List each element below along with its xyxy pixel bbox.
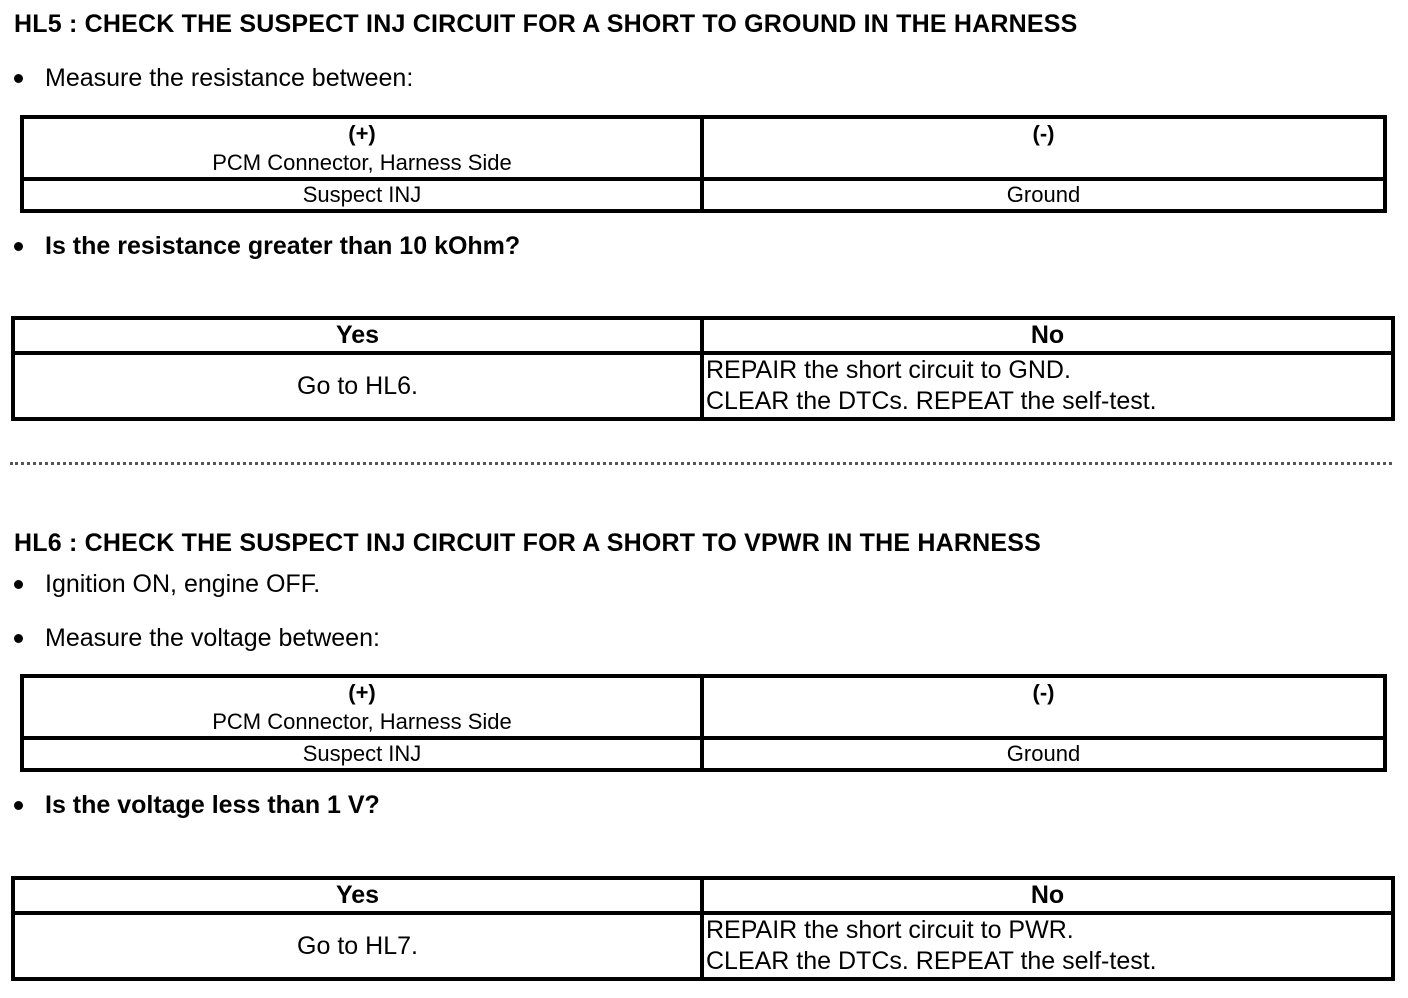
hl5-question [14,232,520,261]
hl6-bullet-ignition-text: Ignition ON, engine OFF. [45,570,321,598]
hl6-no-header: No [702,878,1393,913]
hl5-no-header: No [702,318,1393,353]
hl6-plus-symbol: (+) [348,680,376,705]
hl5-bullet-measure-text: Measure the resistance between: [45,64,414,92]
bullet-dot-icon [14,242,23,251]
hl6-bullet-ignition [14,570,320,599]
hl5-yes-action: Go to HL6. [13,353,702,419]
bullet-dot-icon [14,580,23,589]
hl5-heading: HL5 : CHECK THE SUSPECT INJ CIRCUIT FOR A SHORT TO GROUND IN THE HARNESS [14,10,1078,38]
hl6-minus-header-cell [702,676,1385,738]
hl6-result-table [11,876,1395,981]
hl6-yes-header: Yes [13,878,702,913]
hl5-result-table [11,316,1395,421]
hl6-no-action-line2: CLEAR the DTCs. REPEAT the self-test. [706,947,1157,975]
hl5-minus-symbol: (-) [1032,121,1055,146]
hl6-heading: HL6 : CHECK THE SUSPECT INJ CIRCUIT FOR A SHORT TO VPWR IN THE HARNESS [14,529,1042,557]
hl5-no-action [702,353,1393,419]
hl6-question-text: Is the voltage less than 1 V? [45,791,380,819]
hl5-no-action-line1: REPAIR the short circuit to GND. [706,356,1071,384]
hl6-no-action [702,913,1393,979]
hl5-minus-value: Ground [702,179,1385,211]
hl5-plus-header-cell [22,117,702,179]
section-divider [10,462,1392,465]
hl6-minus-value: Ground [702,738,1385,770]
hl5-minus-header-cell [702,117,1385,179]
hl6-plus-value: Suspect INJ [22,738,702,770]
hl6-yes-action: Go to HL7. [13,913,702,979]
hl5-plus-value: Suspect INJ [22,179,702,211]
bullet-dot-icon [14,634,23,643]
hl6-question [14,791,380,820]
hl5-plus-symbol: (+) [348,121,376,146]
hl6-bullet-measure [14,624,380,653]
bullet-dot-icon [14,74,23,83]
hl5-no-action-line2: CLEAR the DTCs. REPEAT the self-test. [706,387,1157,415]
hl6-measurement-table [20,674,1387,772]
hl6-no-action-line1: REPAIR the short circuit to PWR. [706,916,1074,944]
hl6-bullet-measure-text: Measure the voltage between: [45,624,380,652]
bullet-dot-icon [14,801,23,810]
hl5-measurement-table [20,115,1387,213]
hl5-plus-label: PCM Connector, Harness Side [212,150,512,175]
hl5-bullet-measure [14,64,413,93]
hl6-minus-symbol: (-) [1032,680,1055,705]
hl5-question-text: Is the resistance greater than 10 kOhm? [45,232,521,260]
hl6-plus-label: PCM Connector, Harness Side [212,709,512,734]
hl6-plus-header-cell [22,676,702,738]
hl5-yes-header: Yes [13,318,702,353]
